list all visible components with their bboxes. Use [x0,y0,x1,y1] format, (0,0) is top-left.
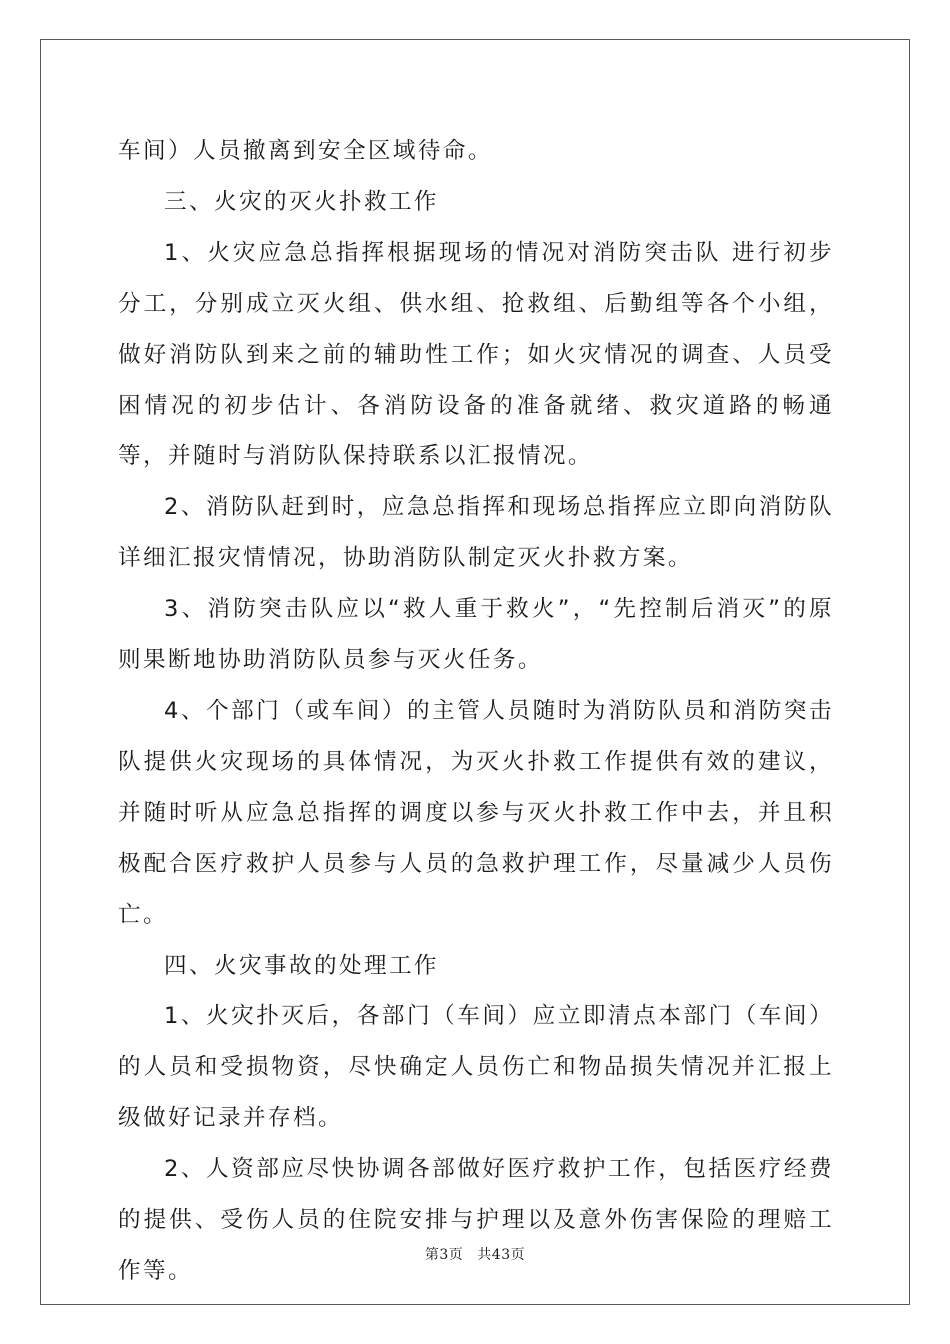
paragraph: 车间）人员撤离到安全区域待命。 [118,138,493,164]
page-number-total: 共43页 [477,1247,526,1263]
paragraph: 3、消防突击队应以“救人重于救火”，“先控制后消灭”的原则果断地协助消防队员参与灭火任务。 [118,596,834,674]
paragraph: 2、消防队赶到时，应急总指挥和现场总指挥应立即向消防队详细汇报灾情情况，协助消防队制定灭火扑救方案。 [118,494,834,572]
paragraph: 2、人资部应尽快协调各部做好医疗救护工作，包括医疗经费的提供、受伤人员的住院安排与护理以及意外伤害保险的理赔工作等。 [118,1156,834,1284]
page-number-current: 第3页 [424,1247,464,1263]
document-body [118,126,834,1297]
paragraph: 4、个部门（或车间）的主管人员随时为消防队员和消防突击队提供火灾现场的具体情况，为灭火扑救工作提供有效的建议，并随时听从应急总指挥的调度以参与灭火扑救工作中去，并且积极配合医疗救护人员参与人员的急救护理工作，尽量减少人员伤亡。 [118,697,834,928]
section-heading: 四、火灾事故的处理工作 [164,952,439,979]
section-heading: 三、火灾的灭火扑救工作 [164,188,439,215]
paragraph: 1、火灾应急总指挥根据现场的情况对消防突击队 进行初步分工，分别成立灭火组、供水组、抢救组、后勤组等各个小组，做好消防队到来之前的辅助性工作；如火灾情况的调查、人员受困情况的初步估计、各消防设备的准备就绪、救灾道路的畅通等，并随时与消防队保持联系以汇报情况。 [118,239,834,470]
paragraph: 1、火灾扑灭后，各部门（车间）应立即清点本部门（车间）的人员和受损物资，尽快确定人员伤亡和物品损失情况并汇报上级做好记录并存档。 [118,1003,834,1132]
page-footer [0,1244,950,1264]
